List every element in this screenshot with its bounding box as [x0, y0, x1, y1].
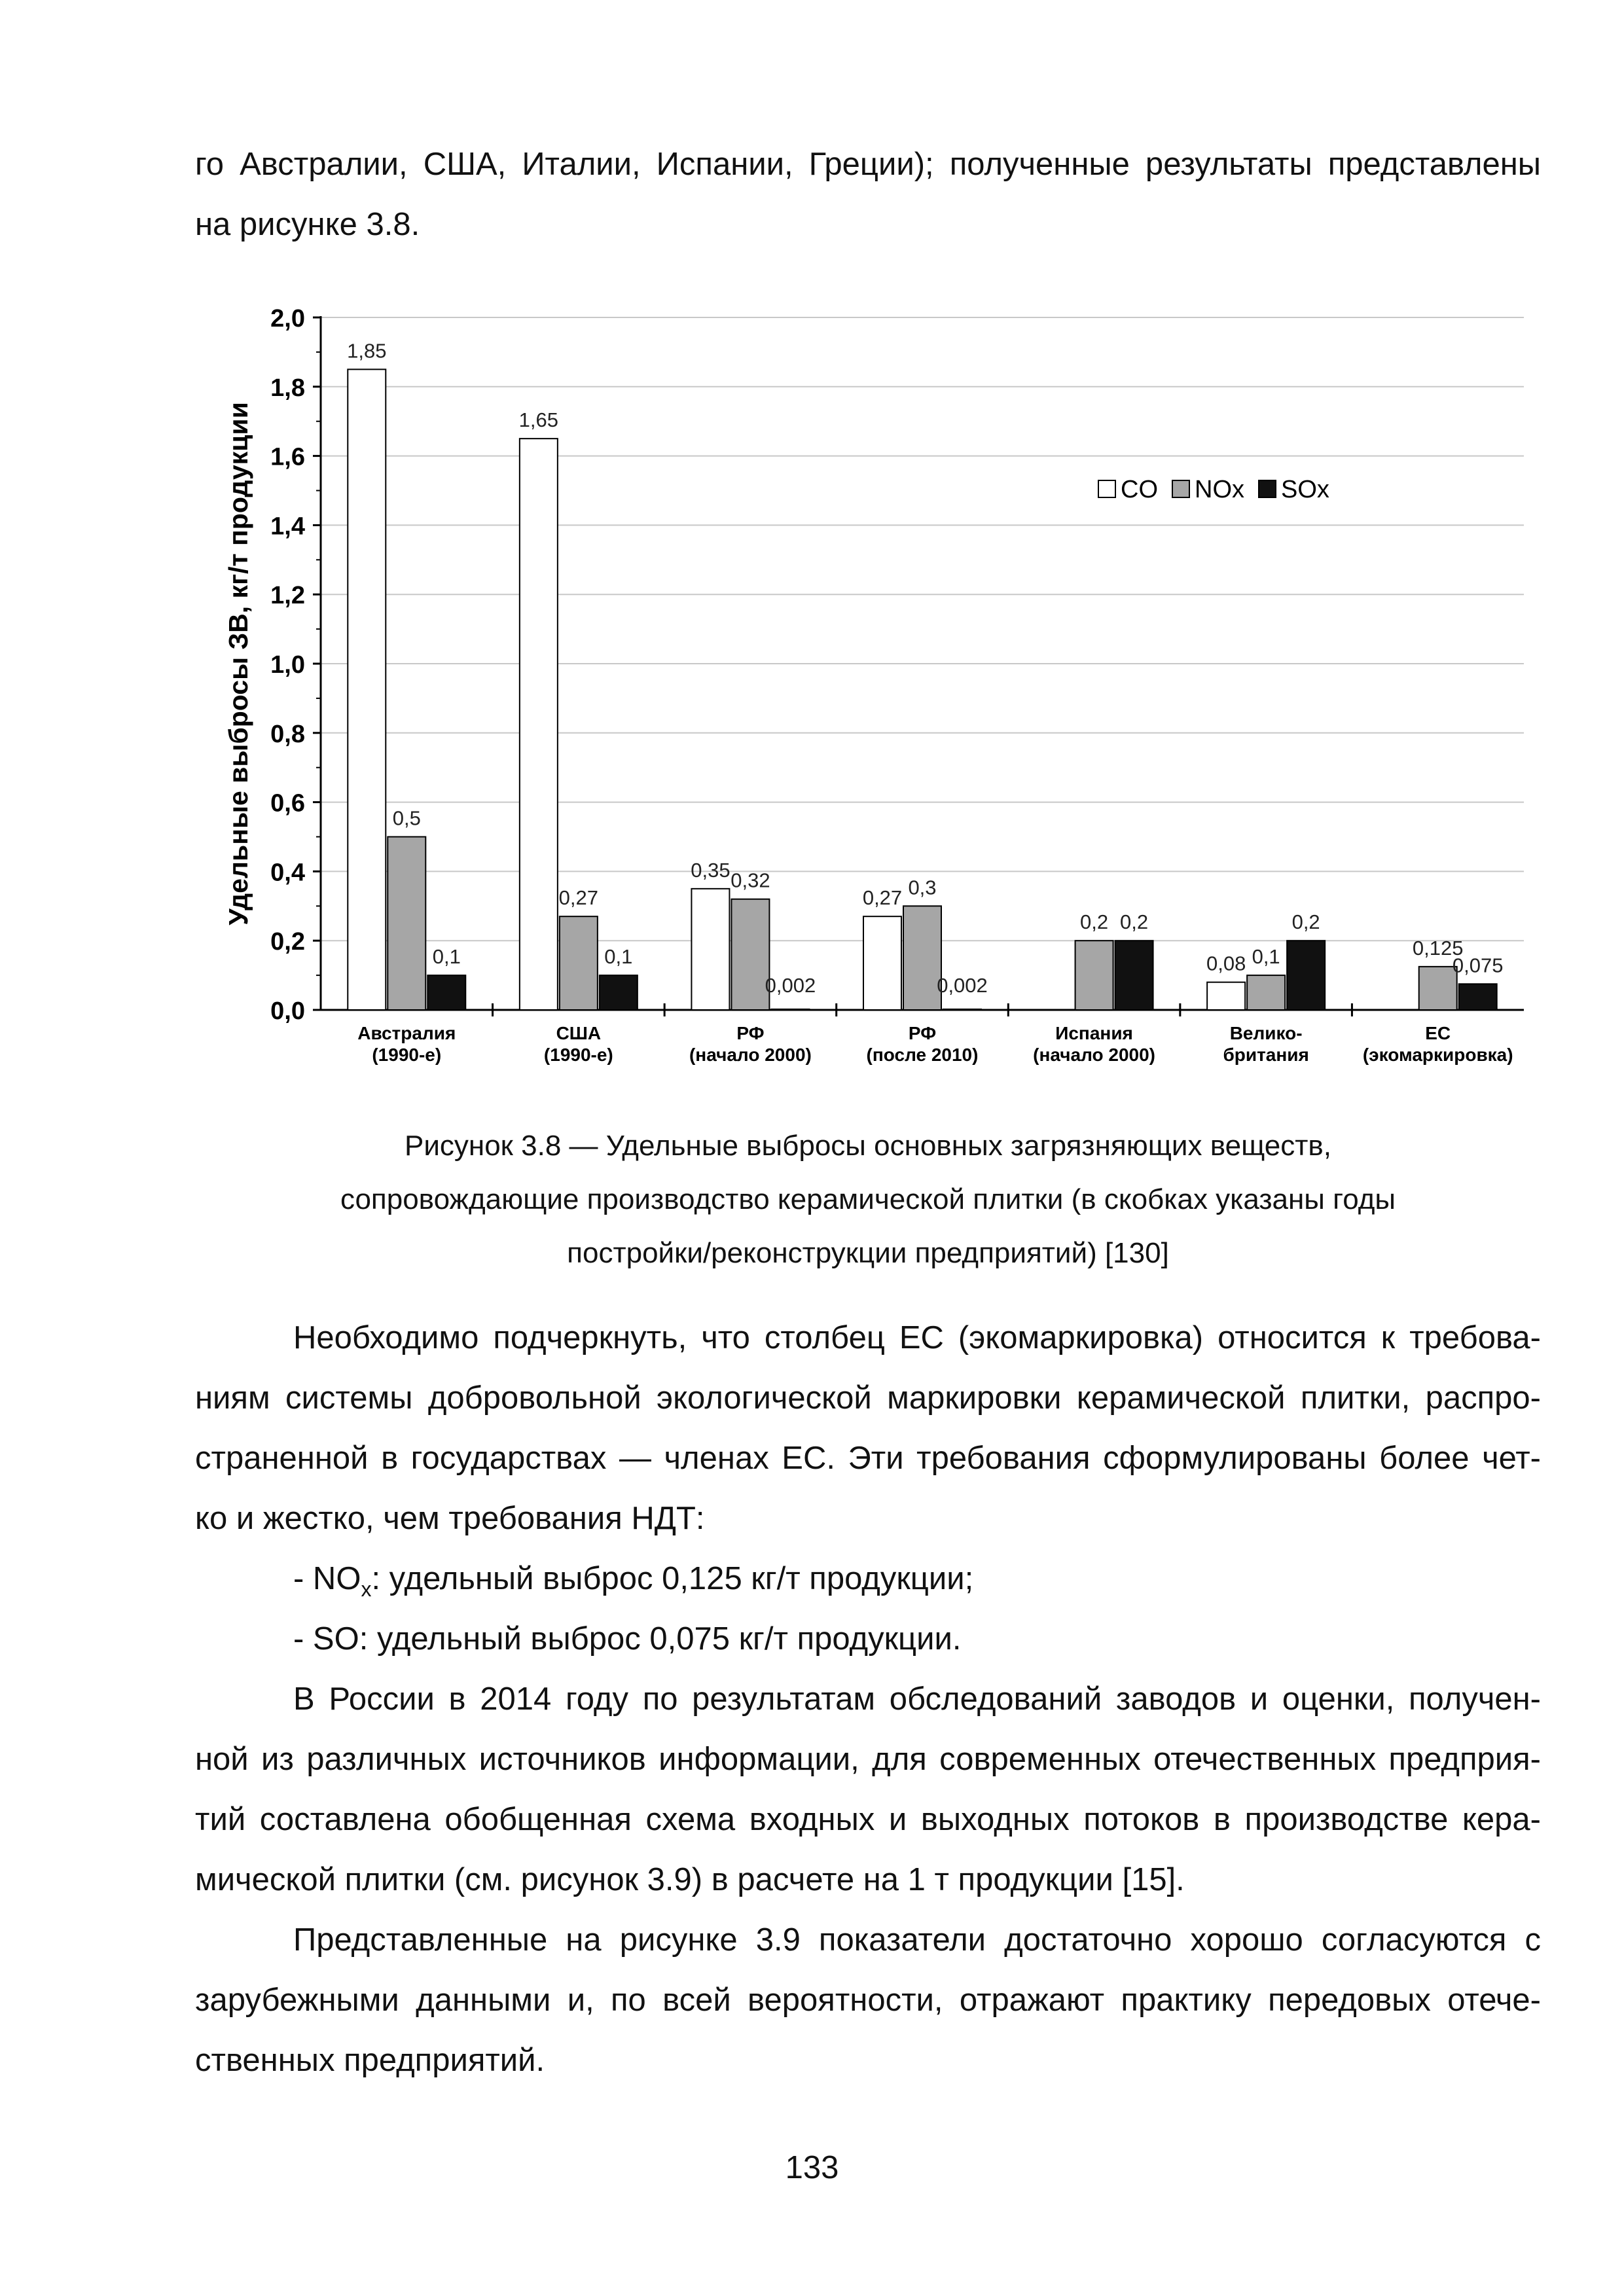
y-axis-title: Удельные выбросы ЗВ, кг/т продукции [223, 402, 253, 925]
data-label: 0,5 [392, 806, 421, 830]
data-label: 0,2 [1080, 910, 1109, 934]
bullet-nox-subscript: x [361, 1577, 372, 1601]
y-tick-label: 0,8 [270, 720, 305, 748]
caption-line: сопровождающие производство керамической плитки (в скобках указаны годы [340, 1183, 1396, 1215]
data-label: 0,35 [691, 858, 731, 882]
figure-caption [195, 1119, 1541, 1280]
paragraph-russia-2014 [195, 1669, 1541, 1910]
text-line: ниям системы добровольной экологической маркировки керамической плитки, распро- [195, 1380, 1541, 1416]
bar-co [691, 889, 729, 1010]
bullet-nox-prefix: - NO [293, 1561, 361, 1596]
data-label: 0,125 [1412, 936, 1464, 960]
y-tick-label: 1,8 [270, 374, 305, 402]
emissions-bar-chart [0, 0, 1624, 1113]
text-line: ной из различных источников информации, для современных отечественных предприя- [195, 1742, 1541, 1777]
x-category-label: США [556, 1023, 602, 1043]
x-category-label: ЕС [1425, 1023, 1451, 1043]
caption-line: постройки/реконструкции предприятий) [130] [567, 1237, 1169, 1269]
bar-nox [388, 837, 425, 1011]
text-line: Необходимо подчеркнуть, что столбец ЕС (экомаркировка) относится к требова- [293, 1320, 1541, 1355]
y-tick-label: 1,6 [270, 443, 305, 471]
paragraph-comparison [195, 1910, 1541, 2090]
text-line: страненной в государствах — членах ЕС. Эти требования сформулированы более чет- [195, 1441, 1541, 1476]
text-line: В России в 2014 году по результатам обследований заводов и оценки, получен- [293, 1681, 1541, 1717]
x-category-label: (1990-е) [372, 1045, 442, 1065]
bar-sox [1115, 941, 1153, 1010]
bar-co [520, 439, 558, 1010]
bar-nox [560, 916, 598, 1010]
text-line: ственных предприятий. [195, 2043, 545, 2078]
data-label: 0,27 [862, 886, 903, 910]
data-label: 0,1 [1252, 945, 1280, 969]
text-line: го Австралии, США, Италии, Испании, Греции); полученные результаты представлены [195, 147, 1541, 182]
x-category-label: Испания [1055, 1023, 1133, 1043]
data-label: 0,2 [1291, 910, 1320, 934]
data-label: 0,002 [765, 973, 816, 997]
x-category-label: (начало 2000) [689, 1045, 812, 1065]
legend-label-co: CO [1121, 476, 1158, 503]
bar-nox [1419, 967, 1457, 1010]
text-line: ко и жестко, чем требования НДТ: [195, 1501, 705, 1536]
x-category-label: британия [1223, 1045, 1309, 1065]
bar-nox [903, 906, 941, 1010]
data-label: 0,08 [1206, 952, 1246, 975]
legend-swatch-sox [1259, 480, 1276, 497]
x-category-label: Велико- [1229, 1023, 1303, 1043]
page-number: 133 [785, 2150, 839, 2185]
x-category-label: (1990-е) [543, 1045, 613, 1065]
data-label: 0,1 [604, 945, 633, 969]
y-tick-label: 1,2 [270, 582, 305, 610]
legend-swatch-co [1098, 480, 1115, 497]
caption-line: Рисунок 3.8 — Удельные выбросы основных загрязняющих веществ, [404, 1130, 1332, 1162]
data-label: 0,002 [937, 973, 988, 997]
x-category-label: (после 2010) [866, 1045, 979, 1065]
text-line: на рисунке 3.8. [195, 207, 420, 242]
x-category-label: (начало 2000) [1033, 1045, 1156, 1065]
text-line: тий составлена обобщенная схема входных и выходных потоков в производстве кера- [195, 1802, 1541, 1837]
bar-sox [943, 1009, 981, 1010]
y-tick-label: 0,2 [270, 928, 305, 956]
bar-sox [771, 1009, 809, 1010]
data-label: 0,3 [908, 876, 937, 899]
bullet-nox-text: : удельный выброс 0,125 кг/т продукции; [371, 1561, 974, 1596]
legend-label-nox: NOx [1195, 476, 1244, 503]
bar-nox [1075, 941, 1113, 1010]
x-category-label: Австралия [357, 1023, 456, 1043]
data-label: 1,65 [518, 408, 559, 432]
y-tick-label: 0,6 [270, 789, 305, 817]
bar-nox [1247, 975, 1285, 1010]
bar-sox [1287, 941, 1325, 1010]
data-label: 0,32 [731, 869, 770, 892]
data-label: 1,85 [347, 339, 387, 363]
data-label: 0,075 [1452, 954, 1504, 977]
bar-nox [731, 899, 769, 1010]
bar-sox [1459, 984, 1497, 1010]
y-tick-label: 0,4 [270, 859, 305, 887]
x-category-label: (экомаркировка) [1362, 1045, 1513, 1065]
text-line: мической плитки (см. рисунок 3.9) в расчете на 1 т продукции [15]. [195, 1862, 1185, 1897]
y-tick-label: 1,0 [270, 651, 305, 679]
bar-co [1207, 982, 1245, 1010]
bullet-so: - SO: удельный выброс 0,075 кг/т продукции. [293, 1621, 962, 1657]
paragraph-ec-requirements [195, 1308, 1541, 1549]
x-category-label: РФ [736, 1023, 765, 1043]
bar-sox [600, 975, 638, 1010]
data-label: 0,2 [1120, 910, 1149, 934]
x-category-label: РФ [908, 1023, 937, 1043]
data-label: 0,1 [432, 945, 461, 969]
y-tick-label: 0,0 [270, 997, 305, 1025]
bar-co [863, 916, 901, 1010]
bar-sox [427, 975, 465, 1010]
legend-swatch-nox [1172, 480, 1189, 497]
text-line: Представленные на рисунке 3.9 показатели достаточно хорошо согласуются с [293, 1922, 1541, 1958]
text-line: зарубежными данными и, по всей вероятности, отражают практику передовых отече- [195, 1982, 1541, 2018]
bar-co [348, 369, 386, 1010]
y-tick-label: 2,0 [270, 305, 305, 332]
data-label: 0,27 [558, 886, 599, 910]
y-tick-label: 1,4 [270, 512, 305, 541]
legend-label-sox: SOx [1281, 476, 1329, 503]
